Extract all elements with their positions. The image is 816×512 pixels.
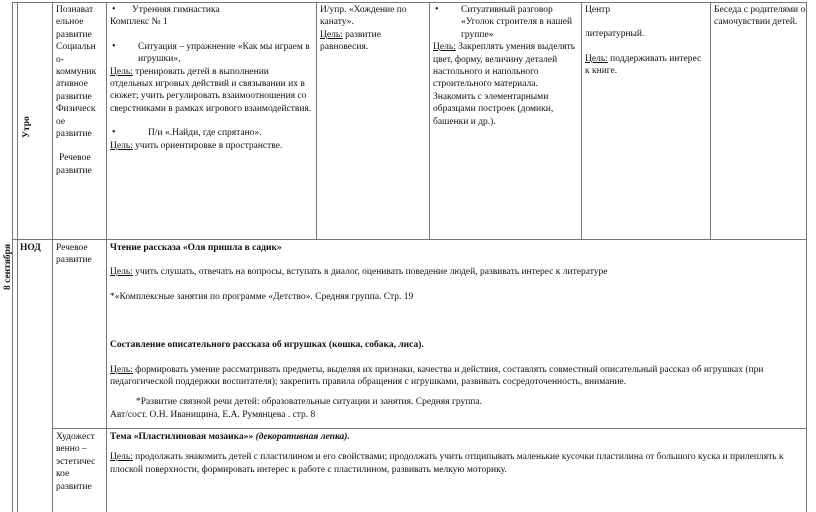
center-cell [585, 4, 708, 236]
area-line: Социальн [56, 42, 96, 53]
art-area-cell [56, 431, 106, 511]
date-label: 8 сентября [3, 243, 13, 290]
toys-goal: Цель: формировать умение рассматривать предметы, выделяя их признаки, качества и действия, составлять совместный описательный рассказ об игрушках (при педагогической поддержки воспитателя); закрепить правила обращения с игрушками, развивать сосредоточенность, внимание. [110, 364, 764, 388]
exercise-goal: Цель: развитие равновесия. [320, 29, 381, 53]
area-line: Художест [56, 432, 95, 442]
situation-title: • Ситуация – упражнение «Как мы играем в игрушки», [110, 41, 313, 66]
plasticine-cell [110, 431, 804, 511]
conversation-goal: Цель: Закреплять умения выделять цвет, форму, величину деталей настольного и напольного строительного материала. Знакомить с элементарными образцами построек (домики, башенки и др.). [433, 42, 576, 127]
col-divider-7 [581, 2, 582, 239]
area-line: Речевое [59, 153, 91, 164]
reading-title: Чтение рассказа «Оля пришла в садик» [110, 243, 282, 253]
plasticine-title: Тема «Пластилиновая мозаика»» (декоративная лепка). [110, 432, 350, 442]
center-title: Центр [585, 5, 611, 15]
center-goal: Цель: поддерживать интерес к книге. [585, 53, 702, 77]
situation-goal: Цель: тренировать детей в выполнении отдельных игровых действий и связывании их в сюжет; учить регулировать взаимоотношения со сверстниками в рамках игрового взаимодействия. [110, 66, 312, 114]
area-line: развитие [56, 29, 92, 40]
area-line: о- [56, 54, 64, 65]
col-divider-8 [710, 2, 711, 239]
area-line: венно – [56, 444, 87, 455]
toys-source-1: *Развитие связной речи детей: образовательные ситуации и занятия. Средняя группа. [136, 397, 482, 408]
speech-activities-cell [110, 242, 804, 426]
row-divider-nod [52, 428, 807, 429]
col-divider-6 [429, 2, 430, 239]
reading-source: *«Комплексные занятия по программе «Детство». Средняя группа. Стр. 19 [110, 291, 414, 302]
period-label: Утро [22, 116, 32, 138]
col-divider-4 [106, 2, 107, 512]
col-divider-right [806, 2, 807, 512]
area-line: ельное [56, 17, 84, 28]
area-line: Познават [56, 5, 94, 15]
area-line [56, 140, 106, 152]
game-goal: Цель: учить ориентировке в пространстве. [110, 140, 283, 151]
area-line: эстетичес [56, 456, 96, 467]
area-line: ое [56, 116, 66, 127]
area-line: развитие [56, 129, 92, 140]
area-line: развитие [56, 481, 92, 492]
area-line: Речевое [56, 243, 88, 253]
toys-source-2: Авт/сост. О.Н. Иванищина, Е.А. Румянцева . стр. 8 [110, 409, 316, 420]
reading-goal: Цель: учить слушать, отвечать на вопросы, вступать в диалог, оценивать поведение людей, развивать интерес к литературе [110, 267, 608, 278]
nod-label: НОД [20, 243, 41, 253]
area-line: коммуник [56, 67, 97, 78]
col-divider-5 [316, 2, 317, 239]
area-line: Физическ [56, 104, 96, 115]
game-title: • П/и «.Найди, где спрятано». [110, 127, 313, 139]
parents-cell [714, 4, 806, 236]
exercise-title: И/упр. «Хождение по канату». [320, 5, 407, 28]
conversation-cell [433, 4, 579, 236]
parents-text: Беседа с родителями о самочувствии детей. [714, 5, 806, 28]
row-divider-morning [12, 239, 807, 240]
toys-title: Составление описательного рассказа об игрушках (кошка, собака, лиса). [110, 340, 424, 351]
plasticine-goal: Цель: продолжать знакомить детей с пластилином и его свойствами; продолжать учить отщипывать маленькие кусочки пластилина от большого куска и прилеплять к плоской поверхности, формировать интерес к работе с пластилином, развивать мелкую моторику. [110, 452, 784, 475]
exercise-cell [320, 4, 427, 236]
area-line: ативное [56, 79, 88, 90]
area-line: развитие [56, 165, 92, 176]
gym-complex: Комплекс № 1 [110, 17, 168, 28]
areas-cell [56, 4, 106, 236]
area-line: развитие [56, 91, 92, 102]
col-divider-2 [17, 2, 18, 512]
area-line: развитие [56, 255, 92, 266]
center-subtitle: литературный. [585, 29, 645, 40]
table-border-top [12, 2, 807, 3]
conversation-title: • Ситуативный разговор «Уголок строителя в нашей группе» [433, 4, 579, 41]
area-line: кое [56, 469, 70, 480]
speech-area-cell [56, 242, 106, 282]
col-divider-3 [52, 2, 53, 512]
gym-cell [110, 4, 313, 236]
gym-title: • Утренняя гимнастика [110, 4, 313, 16]
